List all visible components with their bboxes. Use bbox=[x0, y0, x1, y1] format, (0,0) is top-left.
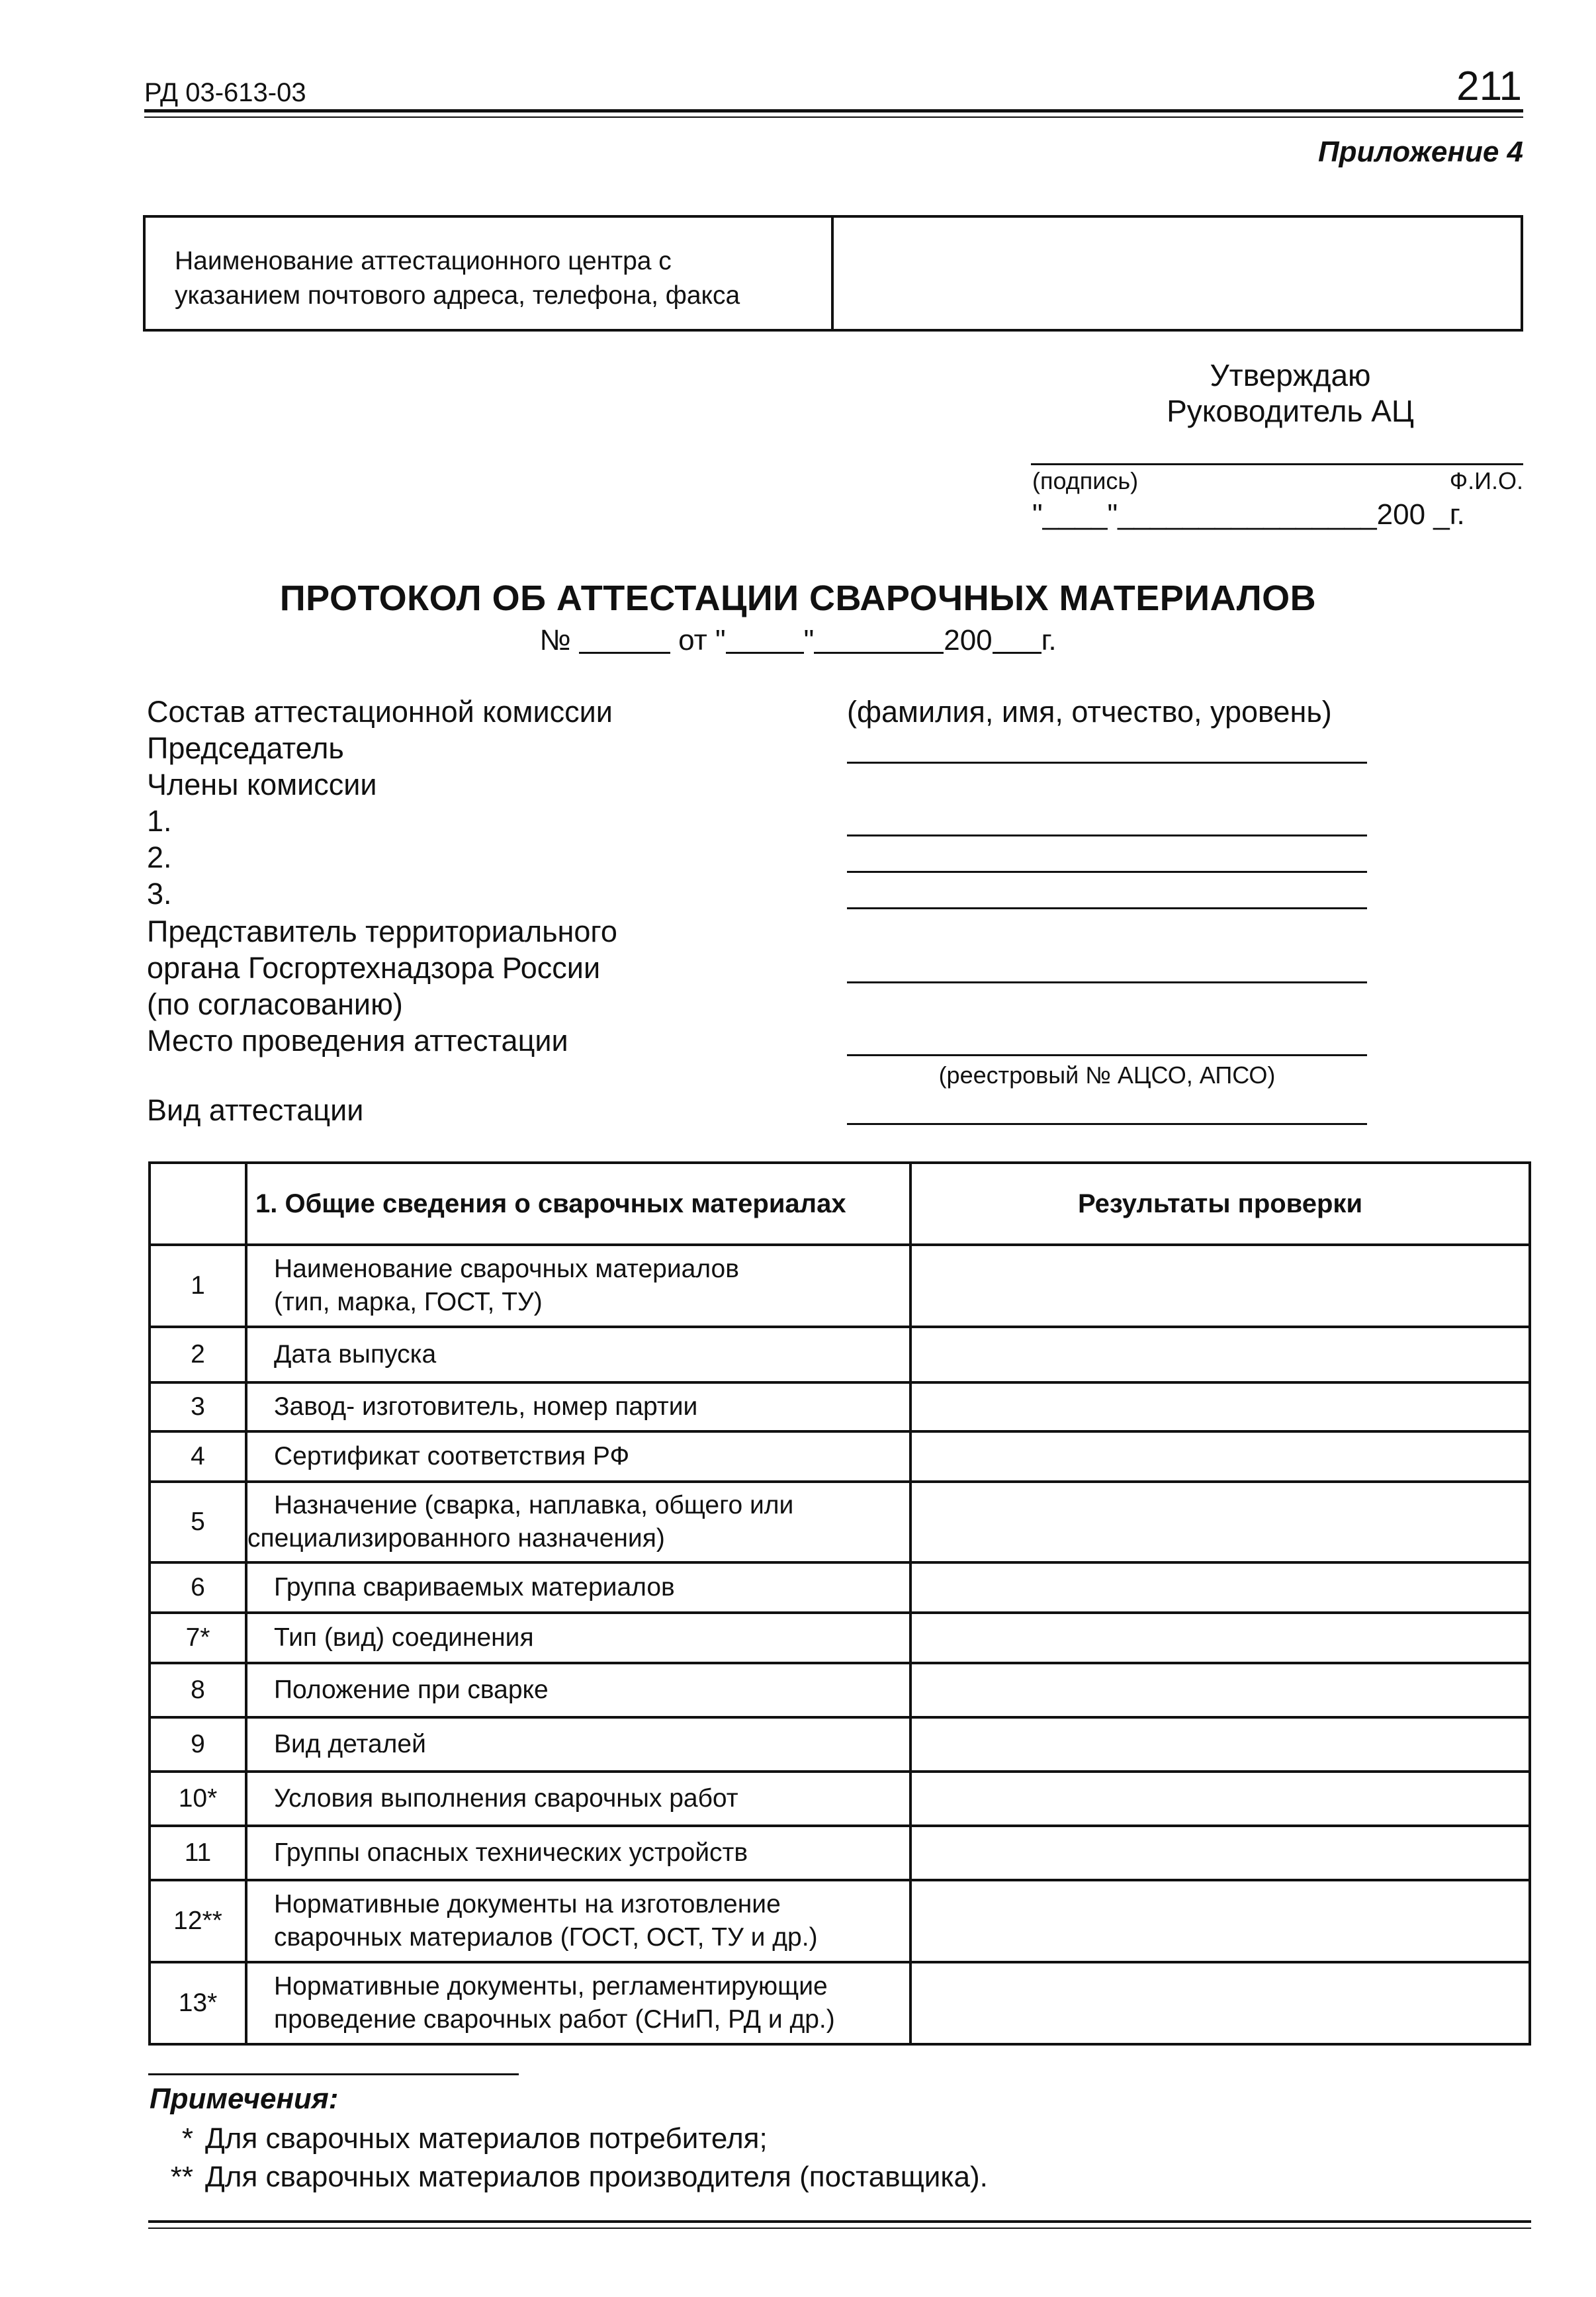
row-result-field[interactable] bbox=[910, 1245, 1530, 1327]
year-field[interactable] bbox=[993, 627, 1042, 654]
table-row bbox=[150, 1880, 1530, 1962]
row-description: Дата выпуска bbox=[246, 1327, 910, 1382]
name-caption: Ф.И.О. bbox=[1449, 467, 1523, 494]
row-description: Положение при сварке bbox=[246, 1663, 910, 1717]
row-number: 10* bbox=[150, 1772, 246, 1826]
center-name-field[interactable] bbox=[834, 218, 1521, 329]
month-field[interactable] bbox=[814, 627, 944, 654]
row-result-field[interactable] bbox=[910, 1663, 1530, 1717]
from-word: от " bbox=[678, 624, 726, 656]
row-description bbox=[246, 1245, 910, 1327]
table-row bbox=[150, 1613, 1530, 1663]
chairman-label: Председатель bbox=[147, 731, 344, 765]
note-1 bbox=[150, 2122, 768, 2155]
center-name-line2: указанием почтового адреса, телефона, факса bbox=[175, 281, 740, 310]
member-1-field[interactable] bbox=[847, 834, 1367, 836]
row-number: 5 bbox=[150, 1482, 246, 1562]
table-row bbox=[150, 1717, 1530, 1772]
row-number: 4 bbox=[150, 1431, 246, 1482]
row-text-line1: Нормативные документы на изготовление bbox=[274, 1890, 781, 1918]
protocol-number-field[interactable] bbox=[579, 627, 670, 654]
header-rule-thin bbox=[144, 116, 1523, 118]
row-text-line1: Наименование сварочных материалов bbox=[274, 1255, 739, 1283]
year-suffix: г. bbox=[1041, 624, 1057, 656]
row-description: Условия выполнения сварочных работ bbox=[246, 1772, 910, 1826]
day-field[interactable] bbox=[726, 627, 804, 654]
row-number: 2 bbox=[150, 1327, 246, 1382]
year-prefix: 200 bbox=[944, 624, 993, 656]
commission-hint: (фамилия, имя, отчество, уровень) bbox=[847, 695, 1332, 729]
table-row bbox=[150, 1431, 1530, 1482]
page-number: 211 bbox=[1456, 64, 1522, 109]
row-number: 11 bbox=[150, 1826, 246, 1880]
footer-rule-thin bbox=[148, 2228, 1531, 2229]
materials-table bbox=[148, 1161, 1531, 2046]
member-2-field[interactable] bbox=[847, 871, 1367, 873]
approval-date-line[interactable]: "____"________________200 _г. bbox=[1032, 498, 1465, 531]
row-number: 3 bbox=[150, 1382, 246, 1431]
notes-title: Примечения: bbox=[150, 2083, 339, 2115]
attestation-type-field[interactable] bbox=[847, 1123, 1367, 1125]
attestation-type-label: Вид аттестации bbox=[147, 1093, 364, 1127]
row-number: 6 bbox=[150, 1562, 246, 1613]
row-number: 9 bbox=[150, 1717, 246, 1772]
header-rule bbox=[144, 109, 1523, 113]
row-description: Группы опасных технических устройств bbox=[246, 1826, 910, 1880]
row-result-field[interactable] bbox=[910, 1880, 1530, 1962]
row-description: Сертификат соответствия РФ bbox=[246, 1431, 910, 1482]
table-row bbox=[150, 1382, 1530, 1431]
head-label: Руководитель АЦ bbox=[1167, 394, 1414, 428]
row-description bbox=[246, 1482, 910, 1562]
member-2-label: 2. bbox=[147, 840, 172, 874]
header-section: 1. Общие сведения о сварочных материалах bbox=[246, 1163, 910, 1245]
chairman-field[interactable] bbox=[847, 762, 1367, 764]
header-results: Результаты проверки bbox=[910, 1163, 1530, 1245]
row-text-line2: специализированного назначения) bbox=[247, 1524, 665, 1553]
member-1-label: 1. bbox=[147, 804, 172, 838]
row-result-field[interactable] bbox=[910, 1562, 1530, 1613]
table-header-row bbox=[150, 1163, 1530, 1245]
note-2-mark: ** bbox=[170, 2161, 193, 2193]
table-row bbox=[150, 1772, 1530, 1826]
row-number: 7* bbox=[150, 1613, 246, 1663]
row-text-line2: (тип, марка, ГОСТ, ТУ) bbox=[274, 1288, 543, 1316]
row-description: Группа свариваемых материалов bbox=[246, 1562, 910, 1613]
quote-close: " bbox=[803, 624, 815, 656]
representative-field[interactable] bbox=[847, 981, 1367, 983]
note-1-text: Для сварочных материалов потребителя; bbox=[205, 2122, 768, 2155]
row-description bbox=[246, 1880, 910, 1962]
approve-label: Утверждаю bbox=[1210, 358, 1371, 392]
row-result-field[interactable] bbox=[910, 1962, 1530, 2044]
representative-label-1: Представитель территориального bbox=[147, 915, 617, 948]
signature-caption: (подпись) bbox=[1032, 467, 1139, 494]
table-row bbox=[150, 1562, 1530, 1613]
row-number: 13* bbox=[150, 1962, 246, 2044]
row-result-field[interactable] bbox=[910, 1826, 1530, 1880]
signature-line[interactable] bbox=[1031, 463, 1523, 465]
commission-composition-label: Состав аттестационной комиссии bbox=[147, 695, 613, 729]
row-result-field[interactable] bbox=[910, 1431, 1530, 1482]
center-name-line1: Наименование аттестационного центра с bbox=[175, 247, 672, 275]
document-code: РД 03-613-03 bbox=[144, 78, 306, 107]
row-result-field[interactable] bbox=[910, 1772, 1530, 1826]
row-number: 8 bbox=[150, 1663, 246, 1717]
row-result-field[interactable] bbox=[910, 1327, 1530, 1382]
table-row bbox=[150, 1663, 1530, 1717]
members-label: Члены комиссии bbox=[147, 768, 377, 801]
place-label: Место проведения аттестации bbox=[147, 1024, 568, 1058]
note-2 bbox=[150, 2161, 988, 2194]
number-prefix: № bbox=[539, 624, 571, 656]
document-title: ПРОТОКОЛ ОБ АТТЕСТАЦИИ СВАРОЧНЫХ МАТЕРИАЛОВ bbox=[279, 578, 1317, 618]
row-number: 1 bbox=[150, 1245, 246, 1327]
row-description bbox=[246, 1962, 910, 2044]
row-result-field[interactable] bbox=[910, 1482, 1530, 1562]
representative-label-2: органа Госгортехнадзора России bbox=[147, 951, 601, 985]
appendix-label: Приложение 4 bbox=[1318, 136, 1523, 168]
notes-divider bbox=[148, 2073, 519, 2075]
row-description: Вид деталей bbox=[246, 1717, 910, 1772]
row-text-line1: Назначение (сварка, наплавка, общего или bbox=[274, 1491, 794, 1519]
table-row bbox=[150, 1245, 1530, 1327]
table-row bbox=[150, 1962, 1530, 2044]
note-2-text: Для сварочных материалов производителя (поставщика). bbox=[205, 2161, 988, 2193]
table-row bbox=[150, 1327, 1530, 1382]
representative-label-3: (по согласованию) bbox=[147, 987, 403, 1021]
note-1-mark: * bbox=[181, 2122, 193, 2155]
place-field[interactable] bbox=[847, 1054, 1367, 1056]
row-result-field[interactable] bbox=[910, 1717, 1530, 1772]
row-result-field[interactable] bbox=[910, 1613, 1530, 1663]
member-3-field[interactable] bbox=[847, 907, 1367, 909]
row-result-field[interactable] bbox=[910, 1382, 1530, 1431]
row-text-line2: сварочных материалов (ГОСТ, ОСТ, ТУ и др.) bbox=[274, 1923, 818, 1952]
header-num-cell bbox=[150, 1163, 246, 1245]
registry-hint: (реестровый № АЦСО, АПСО) bbox=[938, 1061, 1276, 1089]
row-description: Завод- изготовитель, номер партии bbox=[246, 1382, 910, 1431]
row-number: 12** bbox=[150, 1880, 246, 1962]
footer-rule bbox=[148, 2220, 1531, 2223]
row-text-line2: проведение сварочных работ (СНиП, РД и др.) bbox=[274, 2005, 835, 2034]
protocol-number-line bbox=[0, 624, 1596, 657]
table-row bbox=[150, 1482, 1530, 1562]
row-text-line1: Нормативные документы, регламентирующие bbox=[274, 1972, 828, 2001]
center-name-box bbox=[143, 215, 1523, 332]
row-description: Тип (вид) соединения bbox=[246, 1613, 910, 1663]
table-row bbox=[150, 1826, 1530, 1880]
center-name-label bbox=[146, 218, 834, 329]
member-3-label: 3. bbox=[147, 877, 172, 911]
